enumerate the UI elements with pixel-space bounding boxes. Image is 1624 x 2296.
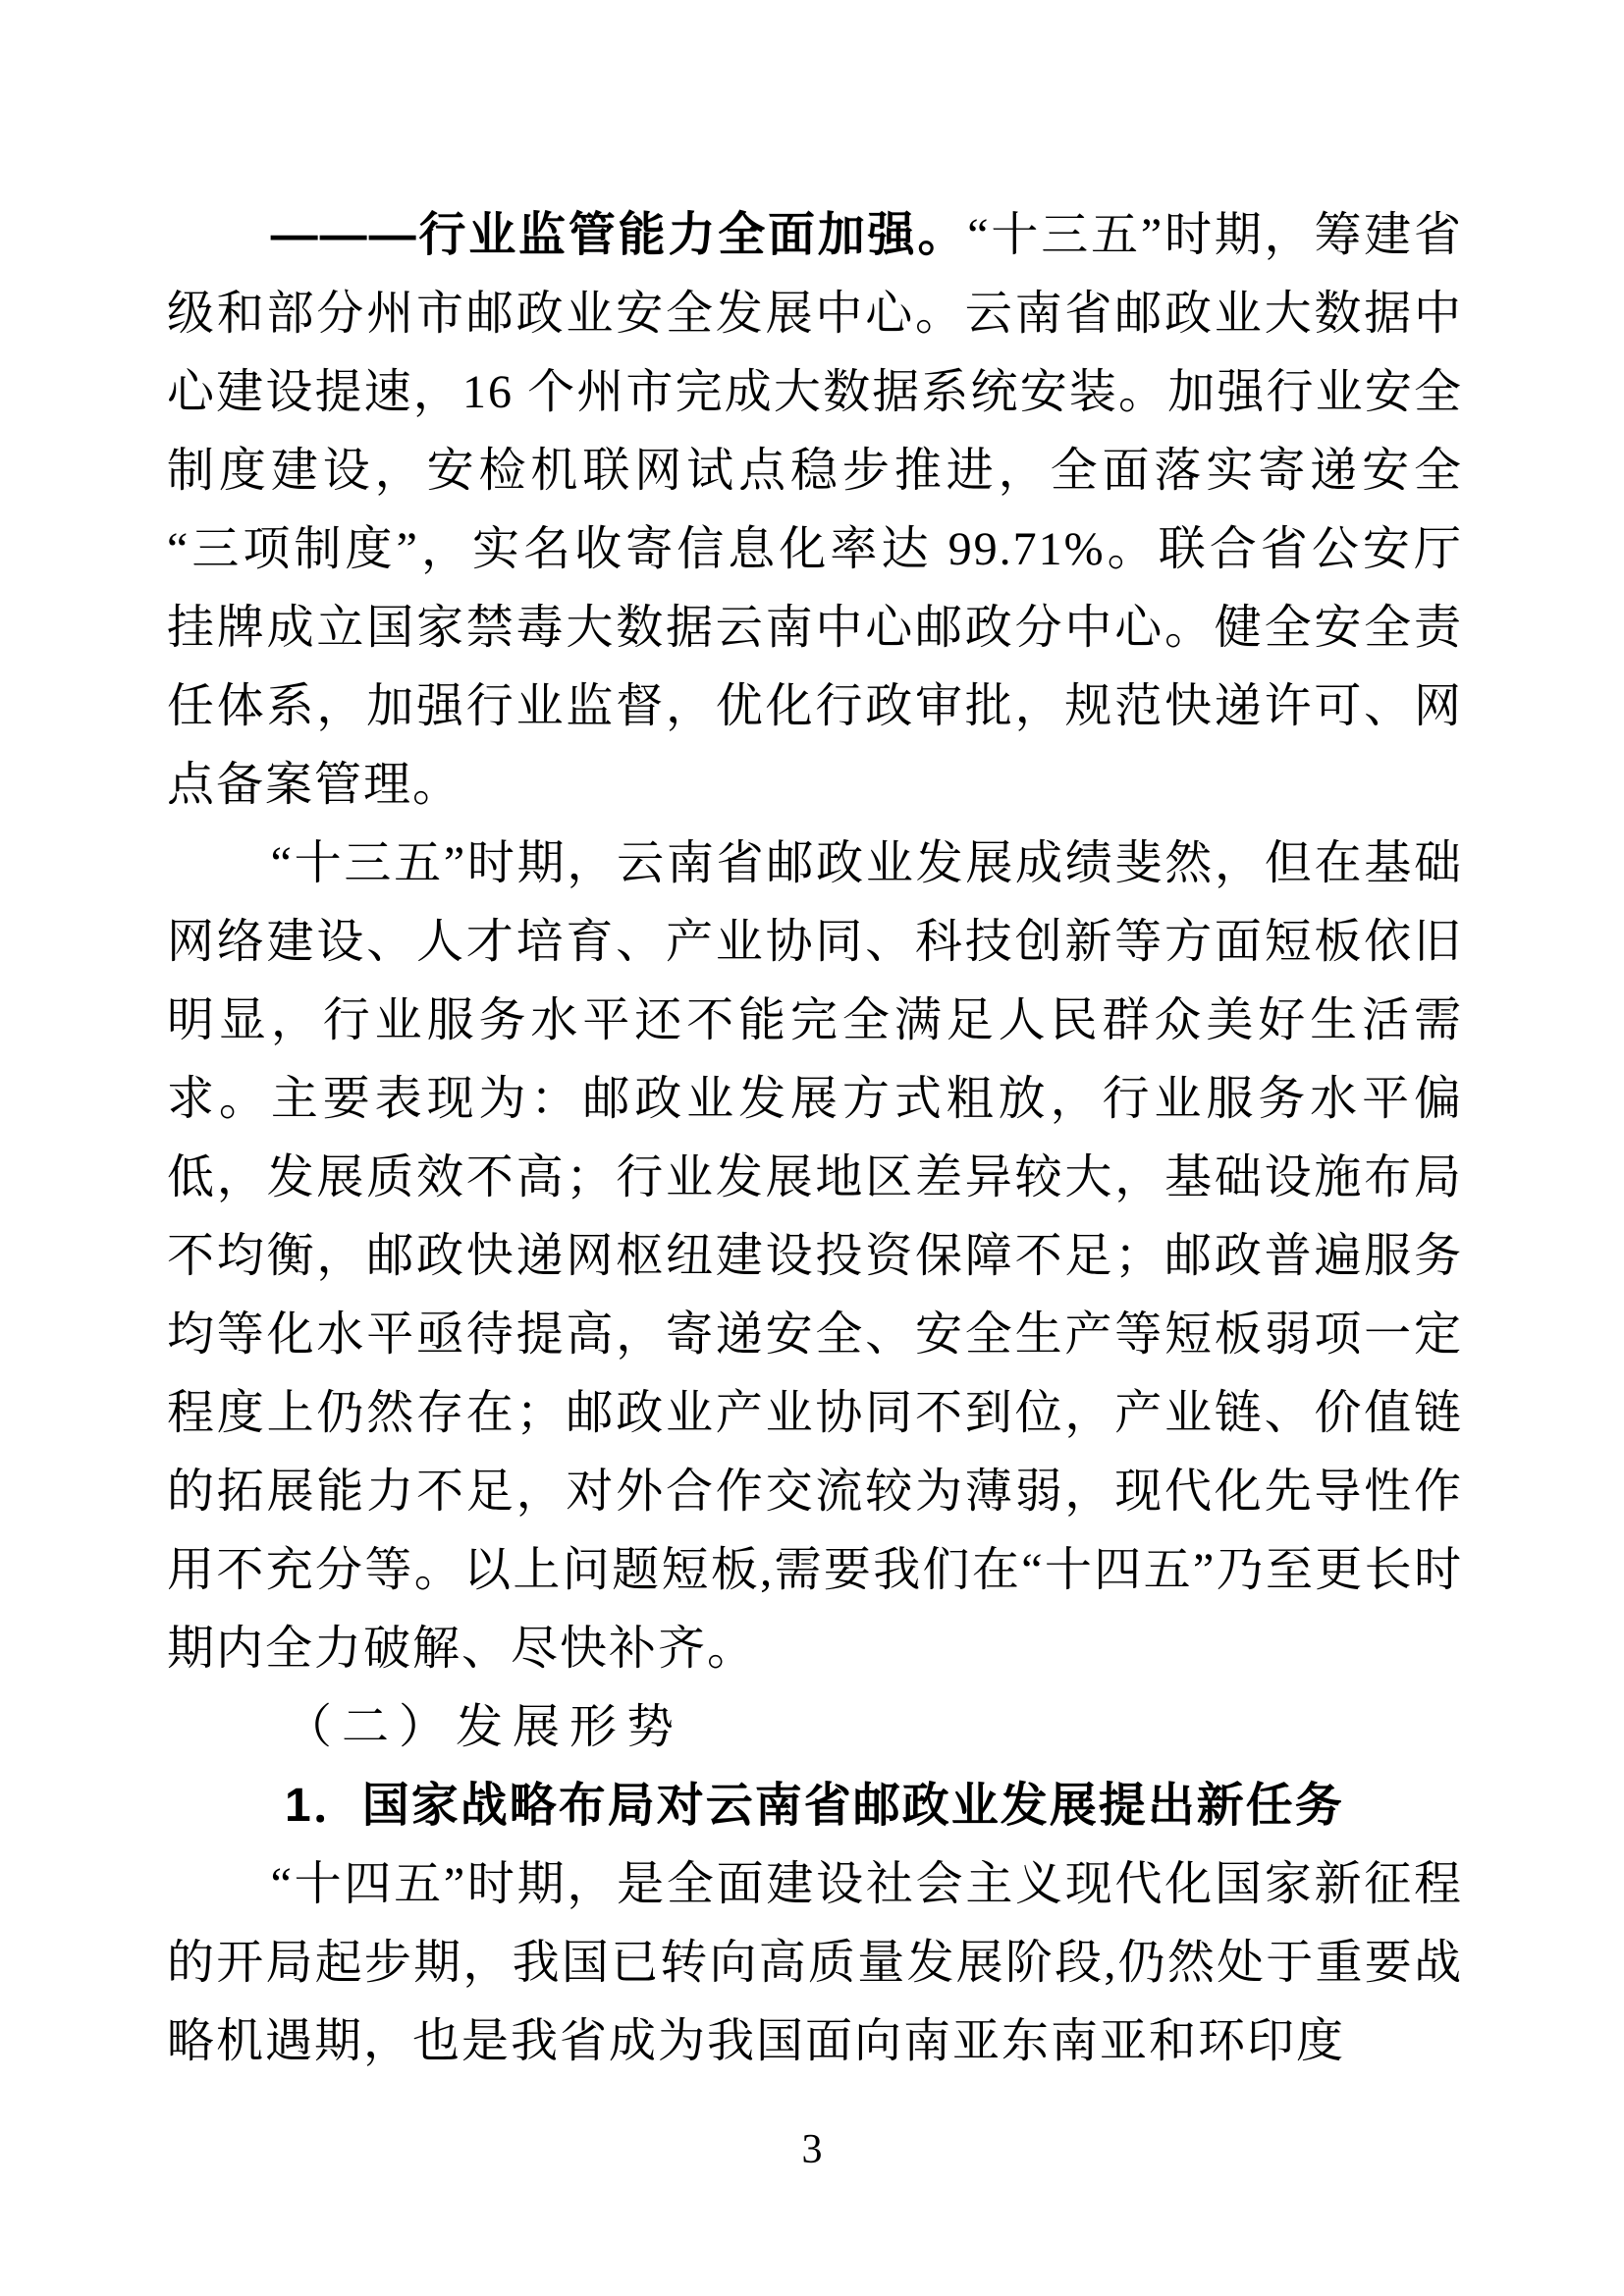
paragraph-bold-lead: ———行业监管能力全面加强。 (270, 209, 968, 261)
paragraph (167, 196, 1463, 825)
paragraph: “十四五”时期，是全面建设社会主义现代化国家新征程的开局起步期，我国已转向高质量发展阶段,仍然处于重要战略机遇期，也是我省成为我国面向南亚东南亚和环印度 (167, 1858, 1463, 2067)
section-heading: （二）发展形势 (285, 1701, 684, 1753)
paragraph: “十三五”时期，云南省邮政业发展成绩斐然，但在基础网络建设、人才培育、产业协同、科技创新等方面短板依旧明显，行业服务水平还不能完全满足人民群众美好生活需求。主要表现为：邮政业发展方式粗放，行业服务水平偏低，发展质效不高；行业发展地区差异较大，基础设施布局不均衡，邮政快递网枢纽建设投资保障不足；邮政普遍服务均等化水平亟待提高，寄递安全、安全生产等短板弱项一定程度上仍然存在；邮政业产业协同不到位，产业链、价值链的拓展能力不足，对外合作交流较为薄弱，现代化先导性作用不充分等。以上问题短板,需要我们在“十四五”乃至更长时期内全力破解、尽快补齐。 (167, 837, 1463, 1675)
page-body-text (167, 196, 1463, 2081)
subsection-heading: 1．国家战略布局对云南省邮政业发展提出新任务 (285, 1780, 1344, 1832)
paragraph-text: “十三五”时期，筹建省级和部分州市邮政业安全发展中心。云南省邮政业大数据中心建设提速，16 个州市完成大数据系统安装。加强行业安全制度建设，安检机联网试点稳步推进，全面落实寄递安全“三项制度”，实名收寄信息化率达 99.71%。联合省公安厅挂牌成立国家禁毒大数据云南中心邮政分中心。健全安全责任体系，加强行业监督，优化行政审批，规范快递许可、网点备案管理。 (167, 209, 1463, 811)
page-number: 3 (801, 2127, 823, 2172)
